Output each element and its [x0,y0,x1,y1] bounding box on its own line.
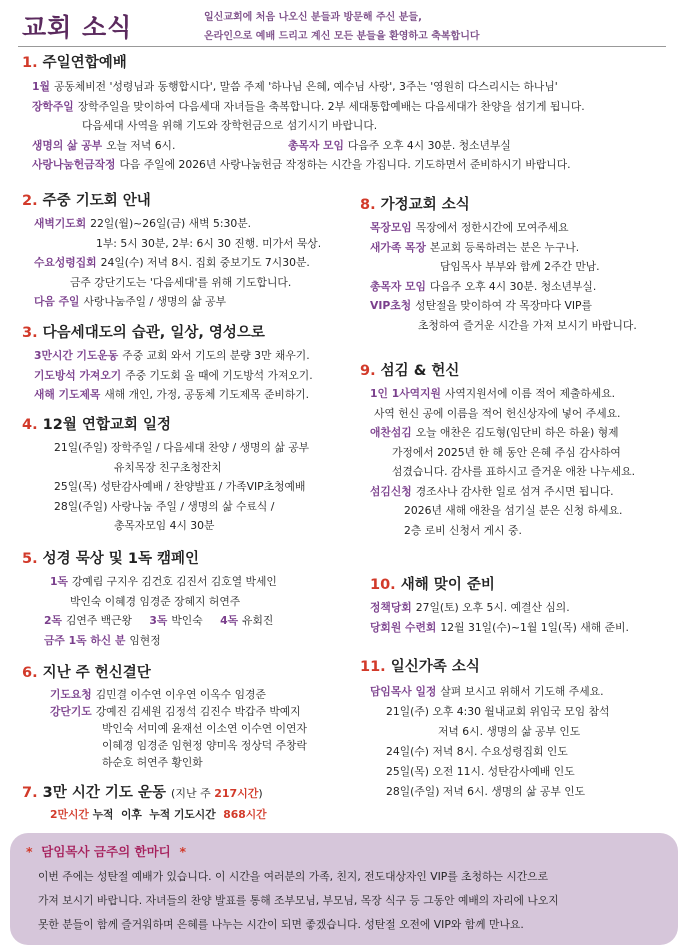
notice-text: 강예림 구지우 김건호 김진서 김호열 박세인 [71,575,277,588]
notice-text: 24일(수) 저녁 8시. 수요성령집회 인도 [386,745,568,758]
section-heading [22,548,362,570]
notice-label: 목장모임 [370,221,412,234]
notice-line [360,384,680,404]
section-number: 7. [22,785,38,801]
section-number: 1. [22,55,38,71]
notice-line [22,385,362,405]
pastor-message-line: 가져 보시기 바랍니다. 자녀들의 찬양 발표를 통해 조부모님, 부모님, 목장 식구 등 그동안 예배의 자리에 나오지 [38,894,559,907]
notice-text: 성탄절을 맞이하여 각 목장마다 VIP를 [415,299,592,312]
section-number: 9. [360,363,376,379]
notice-label: 정책당회 [370,601,412,614]
notice-text: 하순호 허연주 황인화 [102,756,203,769]
section-title: 주일연합예배 [42,55,127,71]
header-subtitle-line-1: 일신교회에 처음 나오신 분들과 방문해 주신 분들, [204,12,422,23]
notice-text: 2026년 새해 애찬을 섬기실 분은 신청 하세요. [404,504,623,517]
notice-label: 수요성령집회 [34,256,97,269]
notice-text: 김민결 이수연 이우연 이옥수 임경준 [95,688,266,701]
notice-text: 25일(목) 오전 11시. 성탄감사예배 인도 [386,765,575,778]
notice-label: 3독 [149,614,168,627]
notice-label: 새해 기도제목 [34,388,101,401]
notice-label: 담임목사 일정 [370,685,437,698]
notice-text: 28일(주일) 저녁 6시. 생명의 삶 공부 인도 [386,785,586,798]
notice-line [22,214,362,234]
section-title: 새해 맞이 준비 [400,577,495,593]
notice-label: 다음 주일 [34,295,80,308]
notice-text: 사역지원서에 이름 적어 제출하세요. [444,387,616,400]
section-extra [171,787,263,800]
notice-text: 박인숙 서미예 윤재선 이소연 이수연 이연자 [102,722,307,735]
notice-text: 주중 기도회 올 때에 기도방석 가져오기. [125,368,313,382]
section-december-schedule [22,414,362,536]
notice-line [22,366,362,386]
notice-line [22,155,672,175]
section-next-generation-habits [22,322,362,405]
notice-label: 장학주일 [32,99,74,113]
header-subtitle-line-2: 온라인으로 예배 드리고 계신 모든 분들을 환영하고 축복합니다 [204,31,480,42]
notice-label: 1월 [32,80,50,93]
section-heading [360,656,680,678]
notice-text: 초청하여 즐거운 시간을 가져 보시기 바랍니다. [418,318,637,332]
notice-label: 기도요청 [50,688,92,701]
notice-text: 27일(토) 오후 5시. 예결산 심의. [415,601,570,614]
notice-label: VIP초청 [370,299,412,312]
notice-text: 28일(주일) 사랑나눔 주일 / 생명의 삶 수료식 / [54,499,275,513]
notice-label: 섬김신청 [370,484,412,498]
notice-line [360,238,680,258]
notice-label: 생명의 삶 공부 [32,138,103,152]
section-title: 가정교회 소식 [380,197,470,213]
section-heading [360,194,680,216]
notice-label: 금주 1독 하신 분 [44,633,126,647]
notice-text: 김연주 백근왕 [65,614,132,627]
section-heading [22,414,362,436]
notice-text: 살펴 보시고 위해서 기도해 주세요. [440,685,604,698]
notice-label: 2독 [44,614,62,627]
header-divider [18,46,666,47]
notice-text: 유치목장 친구초청잔치 [114,460,222,474]
notice-text: 다음주 오후 4시 30분. 청소년부실. [429,279,597,293]
notice-text: 오늘 애찬은 김도형(임단비 하은 하윤) 형제 [415,426,619,439]
prayer-total-line [22,805,362,825]
notice-text: 24일(수) 저녁 8시. 집회 중보기도 7시30분. [100,256,310,269]
section-number: 8. [360,197,376,213]
section-title: 다음세대도의 습관, 일상, 영성으로 [42,325,265,341]
notice-text: 사랑나눔주일 / 생명의 삶 공부 [83,295,227,308]
notice-text: 새해 개인, 가정, 공동체 기도제목 준비하기. [104,388,310,401]
notice-text: 12월 31일(수)~1월 1일(목) 새해 준비. [440,620,629,634]
section-number: 5. [22,551,38,567]
notice-text: 강예진 김세원 김정석 김진수 박갑주 박예지 [95,705,301,718]
notice-group [288,136,511,156]
notice-text: 다음세대 사역을 위해 기도와 장학헌금으로 섬기시기 바랍니다. [82,119,378,132]
notice-label: 4독 [220,614,239,627]
notice-text: 금주 강단기도는 '다음세대'를 위해 기도합니다. [70,275,292,289]
notice-line [22,253,362,273]
section-title: 성경 묵상 및 1독 캠페인 [42,551,200,567]
notice-text: 공동체비전 '성령님과 동행합시다', 말씀 주제 '하나님 은혜, 예수님 사랑', 3주는 '영원히 다스리시는 하나님' [53,80,558,93]
notice-text: 주중 교회 와서 기도의 분량 3만 채우기. [122,349,310,362]
notice-text: 사역 헌신 공에 이름을 적어 헌신상자에 넣어 주세요. [374,406,621,420]
notice-line [22,346,362,366]
section-number: 11. [360,659,386,675]
notice-label: 총목자 모임 [370,279,426,293]
star-icon: * [26,844,33,859]
weekly-hours: 217시간 [214,787,259,800]
notice-text: 1부: 5시 30분, 2부: 6시 30 진행. 미가서 묵상. [96,236,322,250]
section-title: 주중 기도회 안내 [42,193,151,209]
notice-text: 저녁 6시. 생명의 삶 공부 인도 [438,725,581,738]
notice-line [360,482,680,502]
notice-label: 애찬섬김 [370,426,412,439]
section-title: 3만 시간 기도 운동 [42,785,166,801]
section-heading [22,322,362,344]
notice-text: 21일(주) 오후 4:30 월내교회 위임국 모임 참석 [386,705,610,718]
notice-line [22,97,672,117]
pastor-message-heading: 담임목사 금주의 한마디 [41,844,171,859]
section-bible-reading-campaign [22,548,362,650]
section-heading [370,574,680,596]
notice-line [22,631,362,651]
notice-label: 1인 1사역지원 [370,387,441,400]
notice-label: 1독 [50,575,68,588]
notice-text: 오늘 저녁 6시. [106,138,176,152]
section-number: 2. [22,193,38,209]
section-title: 지난 주 헌신결단 [42,665,151,681]
notice-line [360,277,680,297]
notice-line [360,296,680,316]
notice-label: 새벽기도회 [34,217,87,230]
notice-text: 25일(목) 성탄감사예배 / 찬양발표 / 가족VIP초청예배 [54,480,306,493]
notice-label: 당회원 수련회 [370,620,437,634]
section-heading [22,190,362,212]
prayer-milestone: 2만시간 [50,808,89,821]
notice-line [370,618,680,638]
notice-text: 가정에서 2025년 한 해 동안 은혜 주심 감사하여 [392,445,621,459]
section-number: 4. [22,417,38,433]
notice-text: 총목자모임 4시 30분 [114,519,215,532]
notice-text: 임현정 [129,633,161,647]
notice-label: 기도방석 가져오기 [34,368,122,382]
notice-text: 유회진 [242,614,274,627]
notice-text: 담임목사 부부와 함께 2주간 만남. [440,260,600,273]
notice-label: 강단기도 [50,705,92,718]
notice-line [22,703,362,720]
section-title: 일신가족 소식 [390,659,480,675]
notice-label: 3만시간 기도운동 [34,349,119,362]
notice-label: 총목자 모임 [288,138,344,152]
star-icon: * [179,844,186,859]
section-prayer-meetings [22,190,362,312]
section-service-devotion [360,360,680,540]
section-heading [22,662,362,684]
section-number: 6. [22,665,38,681]
notice-text: 다음 주일에 2026년 사랑나눔헌금 작정하는 시간을 가집니다. 기도하면서 준비하시기 바랍니다. [119,158,571,171]
section-worship [22,52,672,175]
notice-text: 22일(월)~26일(금) 새벽 5:30분. [90,217,252,230]
extra-text: (지난 주 [171,787,215,800]
section-number: 10. [370,577,396,593]
notice-text: 21일(주일) 장학주일 / 다음세대 찬양 / 생명의 삶 공부 [54,441,310,454]
notice-text: 장학주일을 맞이하여 다음세대 자녀들을 축복합니다. 2부 세대통합예배는 다음세대가 찬양을 섬기게 됩니다. [77,99,585,113]
pastor-message-line: 이번 주에는 성탄절 예배가 있습니다. 이 시간을 여러분의 가족, 친지, 전도대상자인 VIP를 초청하는 시간으로 [38,870,549,883]
section-title: 섬김 & 헌신 [380,363,460,379]
pastor-message-box [10,833,678,945]
notice-line [360,682,680,702]
pastor-message-title [26,842,186,860]
notice-text: 2층 로비 신청서 게시 중. [404,523,522,537]
section-heading [22,782,362,804]
notice-text: 이혜경 임경준 임현정 양미옥 정상덕 주창락 [102,739,307,752]
notice-text: 섬겼습니다. 감사를 표하시고 즐거운 애찬 나누세요. [392,465,636,478]
section-heading [360,360,680,382]
notice-line [370,598,680,618]
notice-line [22,611,362,631]
notice-text: 박인숙 이혜경 임경준 장혜지 허연주 [70,594,241,608]
notice-line [360,218,680,238]
prayer-total-hours: 868시간 [223,808,267,821]
section-prayer-hours-campaign [22,782,362,825]
notice-label: 사랑나눔헌금작정 [32,158,116,171]
section-last-week-commitments [22,662,362,771]
header-subtitle [204,8,480,46]
notice-text: 목장에서 정한시간에 모여주세요 [415,221,569,234]
pastor-message-line: 못한 분들이 함께 즐거워하며 은혜를 나누는 시간이 되면 좋겠습니다. 성탄절 오전에 VIP와 함께 만나요. [38,918,524,931]
notice-line [22,572,362,592]
section-family-news [360,656,680,802]
section-title: 12월 연합교회 일정 [42,417,171,433]
section-heading [22,52,672,74]
notice-text: 다음주 오후 4시 30분. 청소년부실 [347,138,511,152]
notice-line [22,292,362,312]
notice-line [22,686,362,703]
notice-line [22,77,672,97]
prayer-total-text: 누적 이후 누적 기도시간 [88,808,224,821]
notice-text: 박인숙 [171,614,203,627]
notice-line [360,423,680,443]
notice-text: 본교회 등록하려는 분은 누구나. [429,240,580,254]
section-house-church [360,194,680,335]
notice-label: 새가족 목장 [370,240,426,254]
page-title: 교회 소식 [22,13,133,42]
section-number: 3. [22,325,38,341]
section-new-year-preparation [370,574,680,637]
notice-line [22,136,672,156]
notice-text: 경조사나 감사한 일로 섬겨 주시면 됩니다. [415,484,614,498]
extra-text: ) [258,787,263,800]
